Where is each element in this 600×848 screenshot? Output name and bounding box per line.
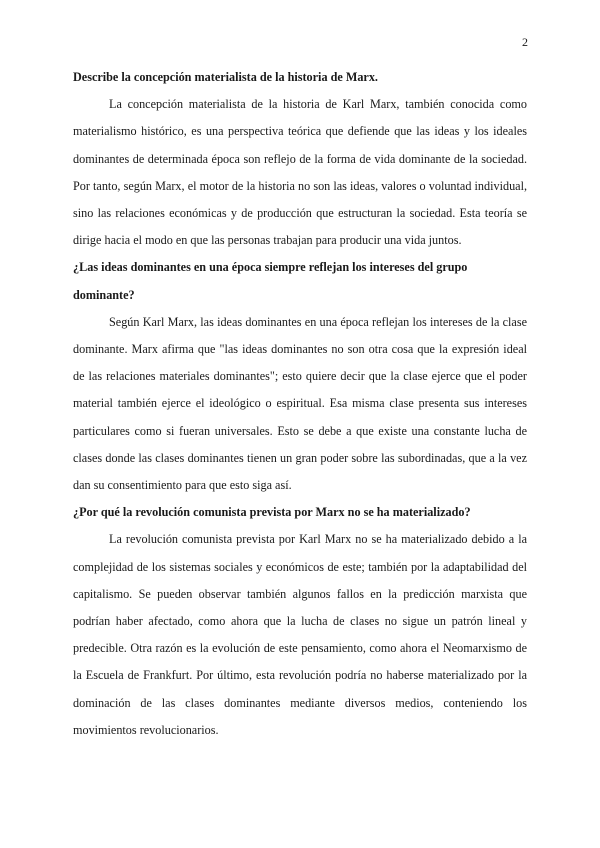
section-heading-3: ¿Por qué la revolución comunista prevista por Marx no se ha materializado?	[73, 505, 471, 520]
section-heading-2: ¿Las ideas dominantes en una época siempre reflejan los intereses del grupo dominante?	[73, 260, 468, 302]
section-paragraph-2: Según Karl Marx, las ideas dominantes en una época reflejan los intereses de la clase dominante. Marx afirma que "las ideas dominantes no son otra cosa que la expresión ideal de las relaciones materiales dominantes"; esto quiere decir que la clase ejerce que el poder material también ejerce el ideológico o espiritual. Esa misma clase presenta sus intereses particulares como si fueran universales. Esto se debe a que existe una constante lucha de clases donde las clases dominantes tienen un gran poder sobre las subordinadas, que a la vez dan su consentimiento para que esto siga así.	[73, 314, 527, 493]
section-heading-1: Describe la concepción materialista de la historia de Marx.	[73, 70, 378, 84]
section-paragraph-3: La revolución comunista prevista por Karl Marx no se ha materializado debido a la complejidad de los sistemas sociales y económicos de este; también por la adaptabilidad del capitalismo. Se pueden observar también algunos fallos en la predicción marxista que podrían haber afectado, como ahora que la lucha de clases no sigue un patrón lineal y predecible. Otra razón es la evolución de este pensamiento, como ahora el Neomarxismo de la Escuela de Frankfurt. Por último, esta revolución podría no haberse materializado por la dominación de las clases dominantes mediante diversos medios, conteniendo los movimientos revolucionarios.	[73, 532, 527, 737]
section-paragraph-1: La concepción materialista de la historia de Karl Marx, también conocida como materialismo histórico, es una perspectiva teórica que defiende que las ideas y los ideales dominantes de determinada época son reflejo de la forma de vida dominante de la sociedad. Por tanto, según Marx, el motor de la historia no son las ideas, valores o voluntad individual, sino las relaciones económicas y de producción que estructuran la sociedad. Esta teoría se dirige hacia el modo en que las personas trabajan para producir una vida juntos.	[73, 97, 527, 248]
page-number: 2	[522, 35, 528, 49]
document-body	[73, 64, 527, 744]
